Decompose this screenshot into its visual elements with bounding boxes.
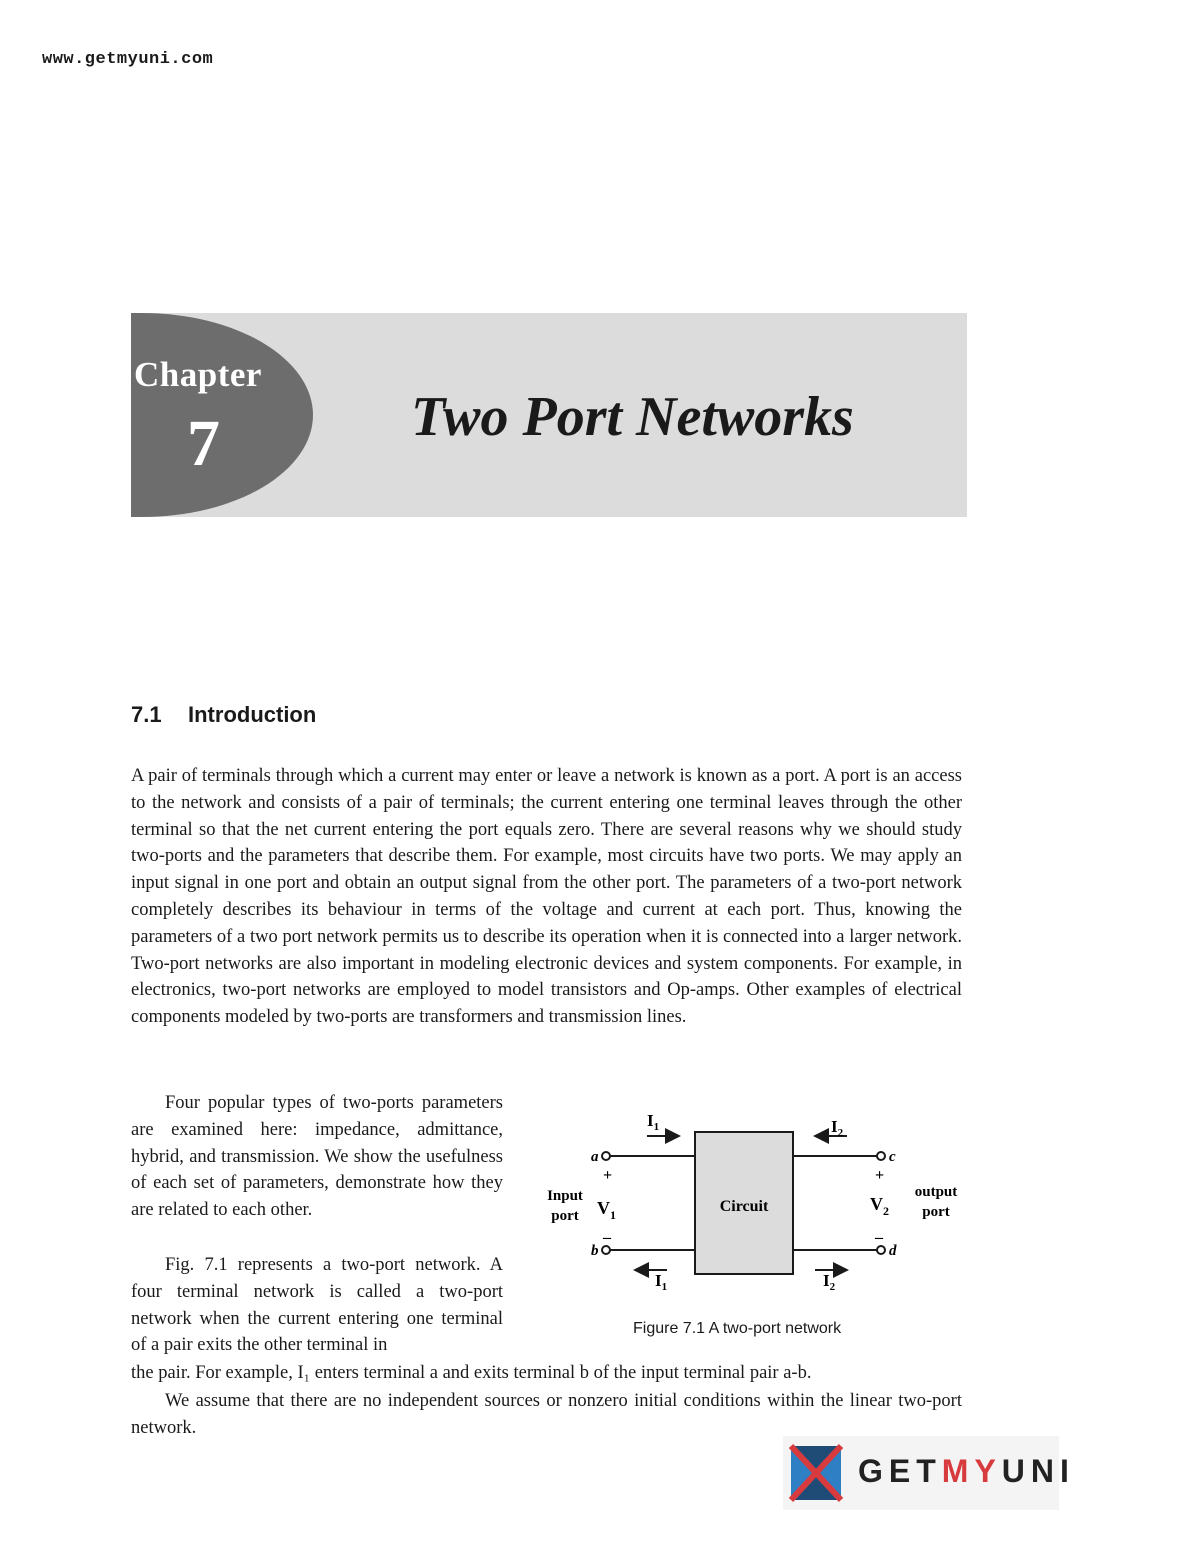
v2-minus: – — [875, 1229, 883, 1246]
i1-top-label: $I_1$ — [647, 1111, 660, 1133]
chapter-banner — [131, 313, 967, 517]
logo-word-get: GET — [858, 1453, 942, 1489]
logo-word-my: MY — [941, 1453, 1002, 1489]
terminal-d-node — [877, 1246, 885, 1254]
terminal-b-label: b — [591, 1243, 599, 1259]
two-port-figure — [535, 1100, 965, 1300]
output-port-label-1: output — [914, 1184, 958, 1200]
chapter-title: Two Port Networks — [411, 386, 854, 448]
paragraph-fig-ref-cont: the pair. For example, I₁ enters terminal a and exits terminal b of the input terminal pair a-b. — [131, 1363, 812, 1383]
logo-word-uni: UNI — [1001, 1453, 1075, 1489]
header-url[interactable]: www.getmyuni.com — [42, 50, 214, 69]
v1-minus: – — [603, 1229, 611, 1246]
input-port-label-1: Input — [547, 1188, 583, 1204]
terminal-a-node — [602, 1152, 610, 1160]
v2-plus: + — [875, 1167, 885, 1184]
paragraph-assumption: We assume that there are no independent sources or nonzero initial conditions within the linear two-port network. — [131, 1391, 962, 1438]
chapter-label: Chapter — [134, 355, 262, 394]
i2-bottom-label: $I_2$ — [823, 1271, 836, 1293]
chapter-number: 7 — [187, 407, 220, 480]
logo-wordmark — [858, 1453, 1075, 1490]
two-port-diagram — [535, 1100, 965, 1300]
output-port-label-2: port — [922, 1204, 950, 1220]
section-heading — [131, 702, 316, 728]
terminal-c-label: c — [889, 1149, 896, 1165]
input-port-label-2: port — [551, 1208, 579, 1224]
chapter-tab — [131, 313, 313, 517]
paragraph-intro: A pair of terminals through which a current may enter or leave a network is known as a port. A port is an access to the network and consists of a pair of terminals; the current entering one terminal leaves through the other terminal so that the net current entering the port equals zero. There are several reasons why we should study two-ports and the parameters that describe them. For example, most circuits have two ports. We may apply an input signal in one port and obtain an output signal from the other port. The parameters of a two-port network completely describes its behaviour in terms of the voltage and current at each port. Thus, knowing the parameters of a two port network permits us to describe its operation when it is connected into a larger network. Two-port networks are also important in modeling electronic devices and system components. For example, in electronics, two-port networks are employed to model transistors and Op-amps. Other examples of electrical components modeled by two-ports are transformers and transmission lines. — [131, 766, 962, 1028]
terminal-b-node — [602, 1246, 610, 1254]
i1-bottom-label: $I_1$ — [655, 1271, 668, 1293]
terminal-a-label: a — [591, 1149, 599, 1165]
paragraph-types: Four popular types of two-ports parameters are examined here: impedance, admittance, hybrid, and transmission. We show the usefulness of each set of parameters, demonstrate how they are related to each other. — [131, 1093, 503, 1221]
circuit-label: Circuit — [719, 1198, 769, 1215]
v1-plus: + — [603, 1167, 613, 1184]
terminal-c-node — [877, 1152, 885, 1160]
section-number: 7.1 — [131, 702, 162, 727]
v2-label: $V_2$ — [870, 1194, 889, 1218]
i2-top-label: $I_2$ — [831, 1117, 844, 1139]
terminal-d-label: d — [889, 1243, 897, 1259]
figure-caption: Figure 7.1 A two-port network — [633, 1320, 842, 1337]
section-title: Introduction — [188, 702, 317, 727]
paragraph-fig-ref: Fig. 7.1 represents a two-port network. A four terminal network is called a two-port network when the current entering one terminal of a pair exits the other terminal in — [131, 1255, 503, 1356]
v1-label: $V_1$ — [597, 1198, 616, 1222]
